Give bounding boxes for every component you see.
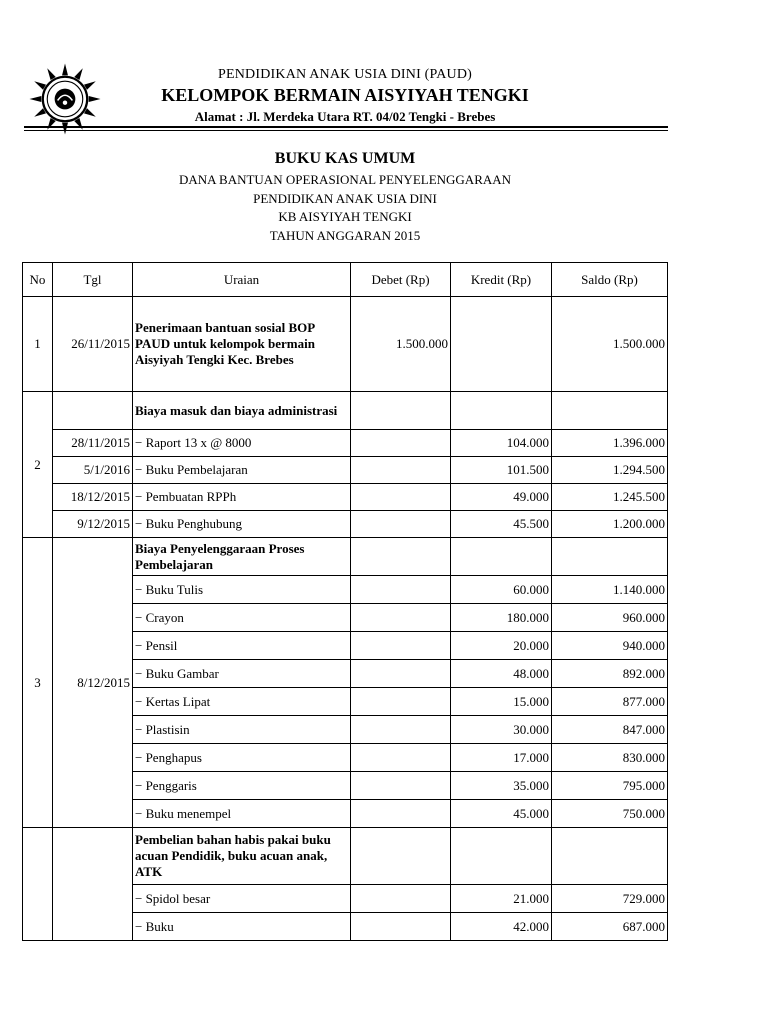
header-rule-thick xyxy=(24,126,668,128)
col-header-kredit: Kredit (Rp) xyxy=(451,263,552,297)
header-institution-name: KELOMPOK BERMAIN AISYIYAH TENGKI xyxy=(161,85,529,105)
row-kredit: 17.000 xyxy=(451,744,552,772)
table-row xyxy=(23,457,668,484)
row-saldo: 830.000 xyxy=(552,744,668,772)
row-description: Biaya Penyelenggaraan Proses Pembelajaran xyxy=(133,538,351,576)
table-header-row xyxy=(23,263,668,297)
row-saldo: 729.000 xyxy=(552,885,668,913)
row-kredit: 42.000 xyxy=(451,913,552,941)
col-header-saldo: Saldo (Rp) xyxy=(552,263,668,297)
document-subtitle-1: DANA BANTUAN OPERASIONAL PENYELENGGARAAN xyxy=(178,172,512,187)
col-header-no: No xyxy=(23,263,53,297)
row-debet xyxy=(351,885,451,913)
row-saldo xyxy=(552,828,668,885)
row-date: 5/1/2016 xyxy=(53,457,133,484)
header-address: Alamat : Jl. Merdeka Utara RT. 04/02 Tengki - Brebes xyxy=(194,109,496,124)
row-kredit: 20.000 xyxy=(451,632,552,660)
row-date xyxy=(53,392,133,430)
row-kredit xyxy=(451,297,552,392)
row-kredit: 104.000 xyxy=(451,430,552,457)
row-debet xyxy=(351,913,451,941)
row-no xyxy=(23,828,53,941)
row-debet xyxy=(351,484,451,511)
row-debet xyxy=(351,392,451,430)
row-description: − Buku menempel xyxy=(133,800,351,828)
row-debet xyxy=(351,538,451,576)
row-description: − Kertas Lipat xyxy=(133,688,351,716)
header-rule-thin xyxy=(24,130,668,131)
row-saldo: 750.000 xyxy=(552,800,668,828)
row-date: 26/11/2015 xyxy=(53,297,133,392)
document-subtitle-4: TAHUN ANGGARAN 2015 xyxy=(269,228,421,243)
cash-ledger-table xyxy=(22,262,668,941)
row-description: Pembelian bahan habis pakai buku acuan Pendidik, buku acuan anak, ATK xyxy=(133,828,351,885)
row-saldo xyxy=(552,538,668,576)
row-no: 1 xyxy=(23,297,53,392)
row-debet xyxy=(351,688,451,716)
header-line-paud: PENDIDIKAN ANAK USIA DINI (PAUD) xyxy=(218,67,472,82)
row-saldo: 1.200.000 xyxy=(552,511,668,538)
row-date xyxy=(53,828,133,941)
row-description: − Pensil xyxy=(133,632,351,660)
document-subtitle-3: KB AISYIYAH TENGKI xyxy=(278,209,412,224)
row-kredit: 49.000 xyxy=(451,484,552,511)
col-header-uraian: Uraian xyxy=(133,263,351,297)
row-description: − Spidol besar xyxy=(133,885,351,913)
row-description: − Buku xyxy=(133,913,351,941)
row-kredit: 45.000 xyxy=(451,800,552,828)
row-description: − Penghapus xyxy=(133,744,351,772)
row-description: Penerimaan bantuan sosial BOP PAUD untuk kelompok bermain Aisyiyah Tengki Kec. Brebes xyxy=(133,297,351,392)
row-debet xyxy=(351,632,451,660)
row-saldo: 1.140.000 xyxy=(552,576,668,604)
row-debet xyxy=(351,604,451,632)
row-description: − Raport 13 x @ 8000 xyxy=(133,430,351,457)
row-kredit: 45.500 xyxy=(451,511,552,538)
row-saldo: 1.294.500 xyxy=(552,457,668,484)
row-debet xyxy=(351,716,451,744)
row-saldo: 687.000 xyxy=(552,913,668,941)
row-description: − Plastisin xyxy=(133,716,351,744)
row-kredit: 48.000 xyxy=(451,660,552,688)
row-kredit: 101.500 xyxy=(451,457,552,484)
row-debet xyxy=(351,828,451,885)
row-debet xyxy=(351,744,451,772)
row-debet xyxy=(351,660,451,688)
row-saldo xyxy=(552,392,668,430)
row-no: 2 xyxy=(23,392,53,538)
row-date: 28/11/2015 xyxy=(53,430,133,457)
row-saldo: 892.000 xyxy=(552,660,668,688)
row-debet xyxy=(351,772,451,800)
row-kredit: 21.000 xyxy=(451,885,552,913)
row-saldo: 1.500.000 xyxy=(552,297,668,392)
table-row xyxy=(23,484,668,511)
table-row xyxy=(23,430,668,457)
col-header-tgl: Tgl xyxy=(53,263,133,297)
row-debet xyxy=(351,576,451,604)
row-saldo: 1.396.000 xyxy=(552,430,668,457)
document-title: BUKU KAS UMUM xyxy=(274,150,416,167)
row-debet xyxy=(351,430,451,457)
table-row xyxy=(23,828,668,885)
row-no: 3 xyxy=(23,538,53,828)
row-kredit: 35.000 xyxy=(451,772,552,800)
row-saldo: 940.000 xyxy=(552,632,668,660)
table-row xyxy=(23,297,668,392)
row-saldo: 877.000 xyxy=(552,688,668,716)
row-saldo: 847.000 xyxy=(552,716,668,744)
row-debet xyxy=(351,800,451,828)
row-debet xyxy=(351,457,451,484)
row-description: Biaya masuk dan biaya administrasi xyxy=(133,392,351,430)
row-date: 18/12/2015 xyxy=(53,484,133,511)
row-kredit xyxy=(451,538,552,576)
row-description: − Buku Penghubung xyxy=(133,511,351,538)
table-row xyxy=(23,392,668,430)
row-kredit: 60.000 xyxy=(451,576,552,604)
row-debet: 1.500.000 xyxy=(351,297,451,392)
row-saldo: 795.000 xyxy=(552,772,668,800)
row-description: − Buku Gambar xyxy=(133,660,351,688)
col-header-debet: Debet (Rp) xyxy=(351,263,451,297)
row-description: − Buku Pembelajaran xyxy=(133,457,351,484)
row-description: − Pembuatan RPPh xyxy=(133,484,351,511)
row-kredit xyxy=(451,392,552,430)
row-description: − Buku Tulis xyxy=(133,576,351,604)
row-date: 9/12/2015 xyxy=(53,511,133,538)
row-description: − Crayon xyxy=(133,604,351,632)
row-kredit: 30.000 xyxy=(451,716,552,744)
table-row xyxy=(23,538,668,576)
row-description: − Penggaris xyxy=(133,772,351,800)
row-saldo: 1.245.500 xyxy=(552,484,668,511)
row-date: 8/12/2015 xyxy=(53,538,133,828)
row-kredit xyxy=(451,828,552,885)
row-kredit: 15.000 xyxy=(451,688,552,716)
row-saldo: 960.000 xyxy=(552,604,668,632)
table-row xyxy=(23,511,668,538)
document-subtitle-2: PENDIDIKAN ANAK USIA DINI xyxy=(253,191,437,206)
row-debet xyxy=(351,511,451,538)
row-kredit: 180.000 xyxy=(451,604,552,632)
